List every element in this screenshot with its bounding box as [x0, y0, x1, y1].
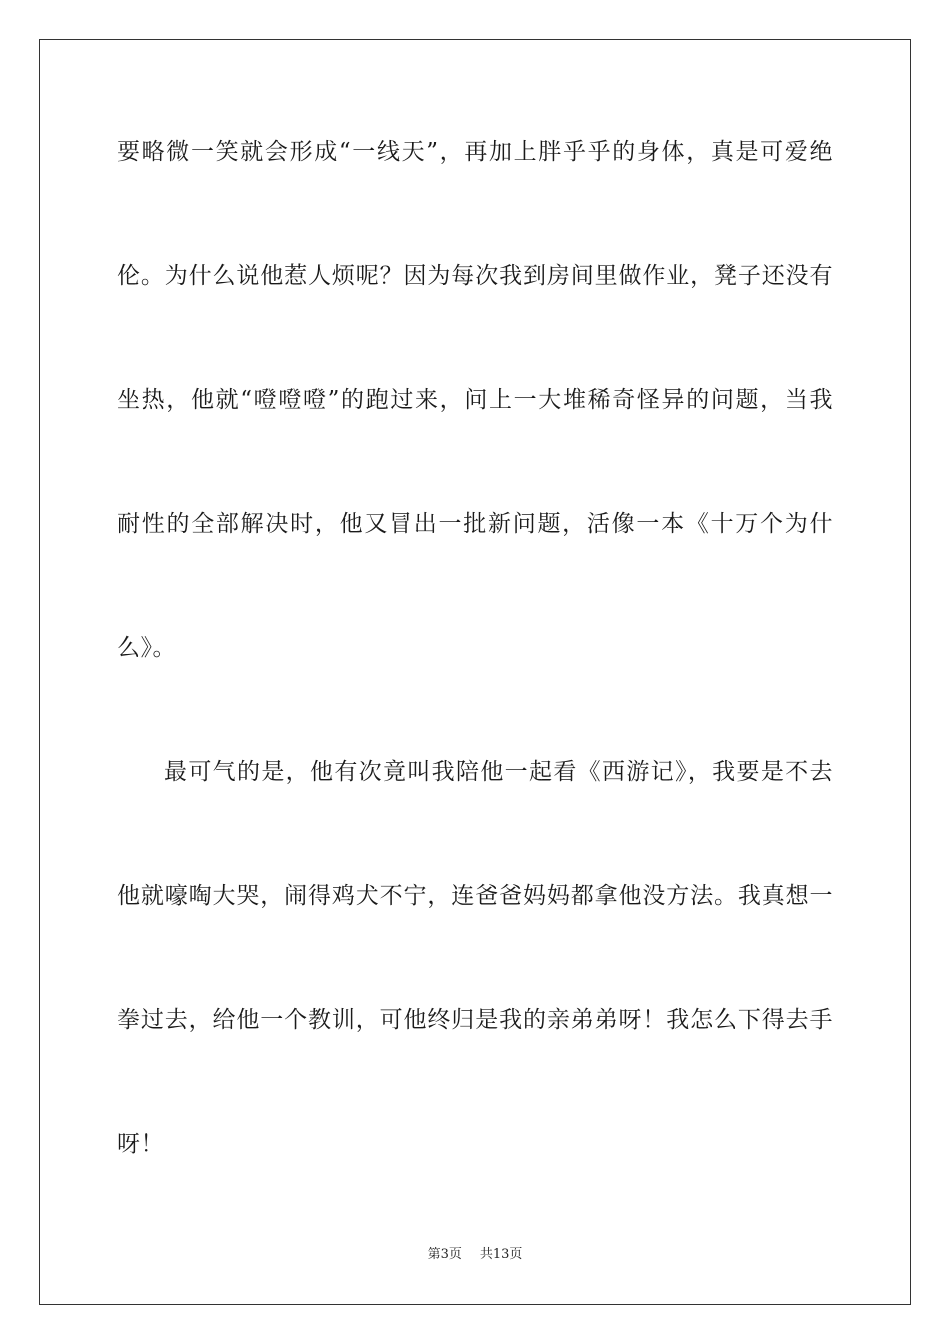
text-line: 么》。 — [117, 635, 176, 661]
text-line: 要略微一笑就会形成“一线天”，再加上胖乎乎的身体，真是可爱绝 — [117, 139, 833, 165]
page-number: 第3页 — [427, 1247, 462, 1262]
text-line: 伦。为什么说他惹人烦呢？因为每次我到房间里做作业，凳子还没有 — [117, 263, 833, 289]
text-line: 坐热，他就“噔噔噔”的跑过来，问上一大堆稀奇怪异的问题，当我 — [117, 387, 833, 413]
text-line: 他就嚎啕大哭，闹得鸡犬不宁，连爸爸妈妈都拿他没方法。我真想一 — [117, 883, 833, 909]
page-total: 共13页 — [479, 1247, 523, 1262]
text-line: 耐性的全部解决时，他又冒出一批新问题，活像一本《十万个为什 — [117, 511, 833, 537]
paragraph-first-line: 最可气的是，他有次竟叫我陪他一起看《西游记》，我要是不去 — [164, 759, 833, 785]
text-line: 呀！ — [117, 1131, 164, 1157]
page-footer — [0, 1246, 950, 1264]
page-frame — [39, 39, 911, 1305]
text-line: 拳过去，给他一个教训，可他终归是我的亲弟弟呀！我怎么下得去手 — [117, 1007, 833, 1033]
